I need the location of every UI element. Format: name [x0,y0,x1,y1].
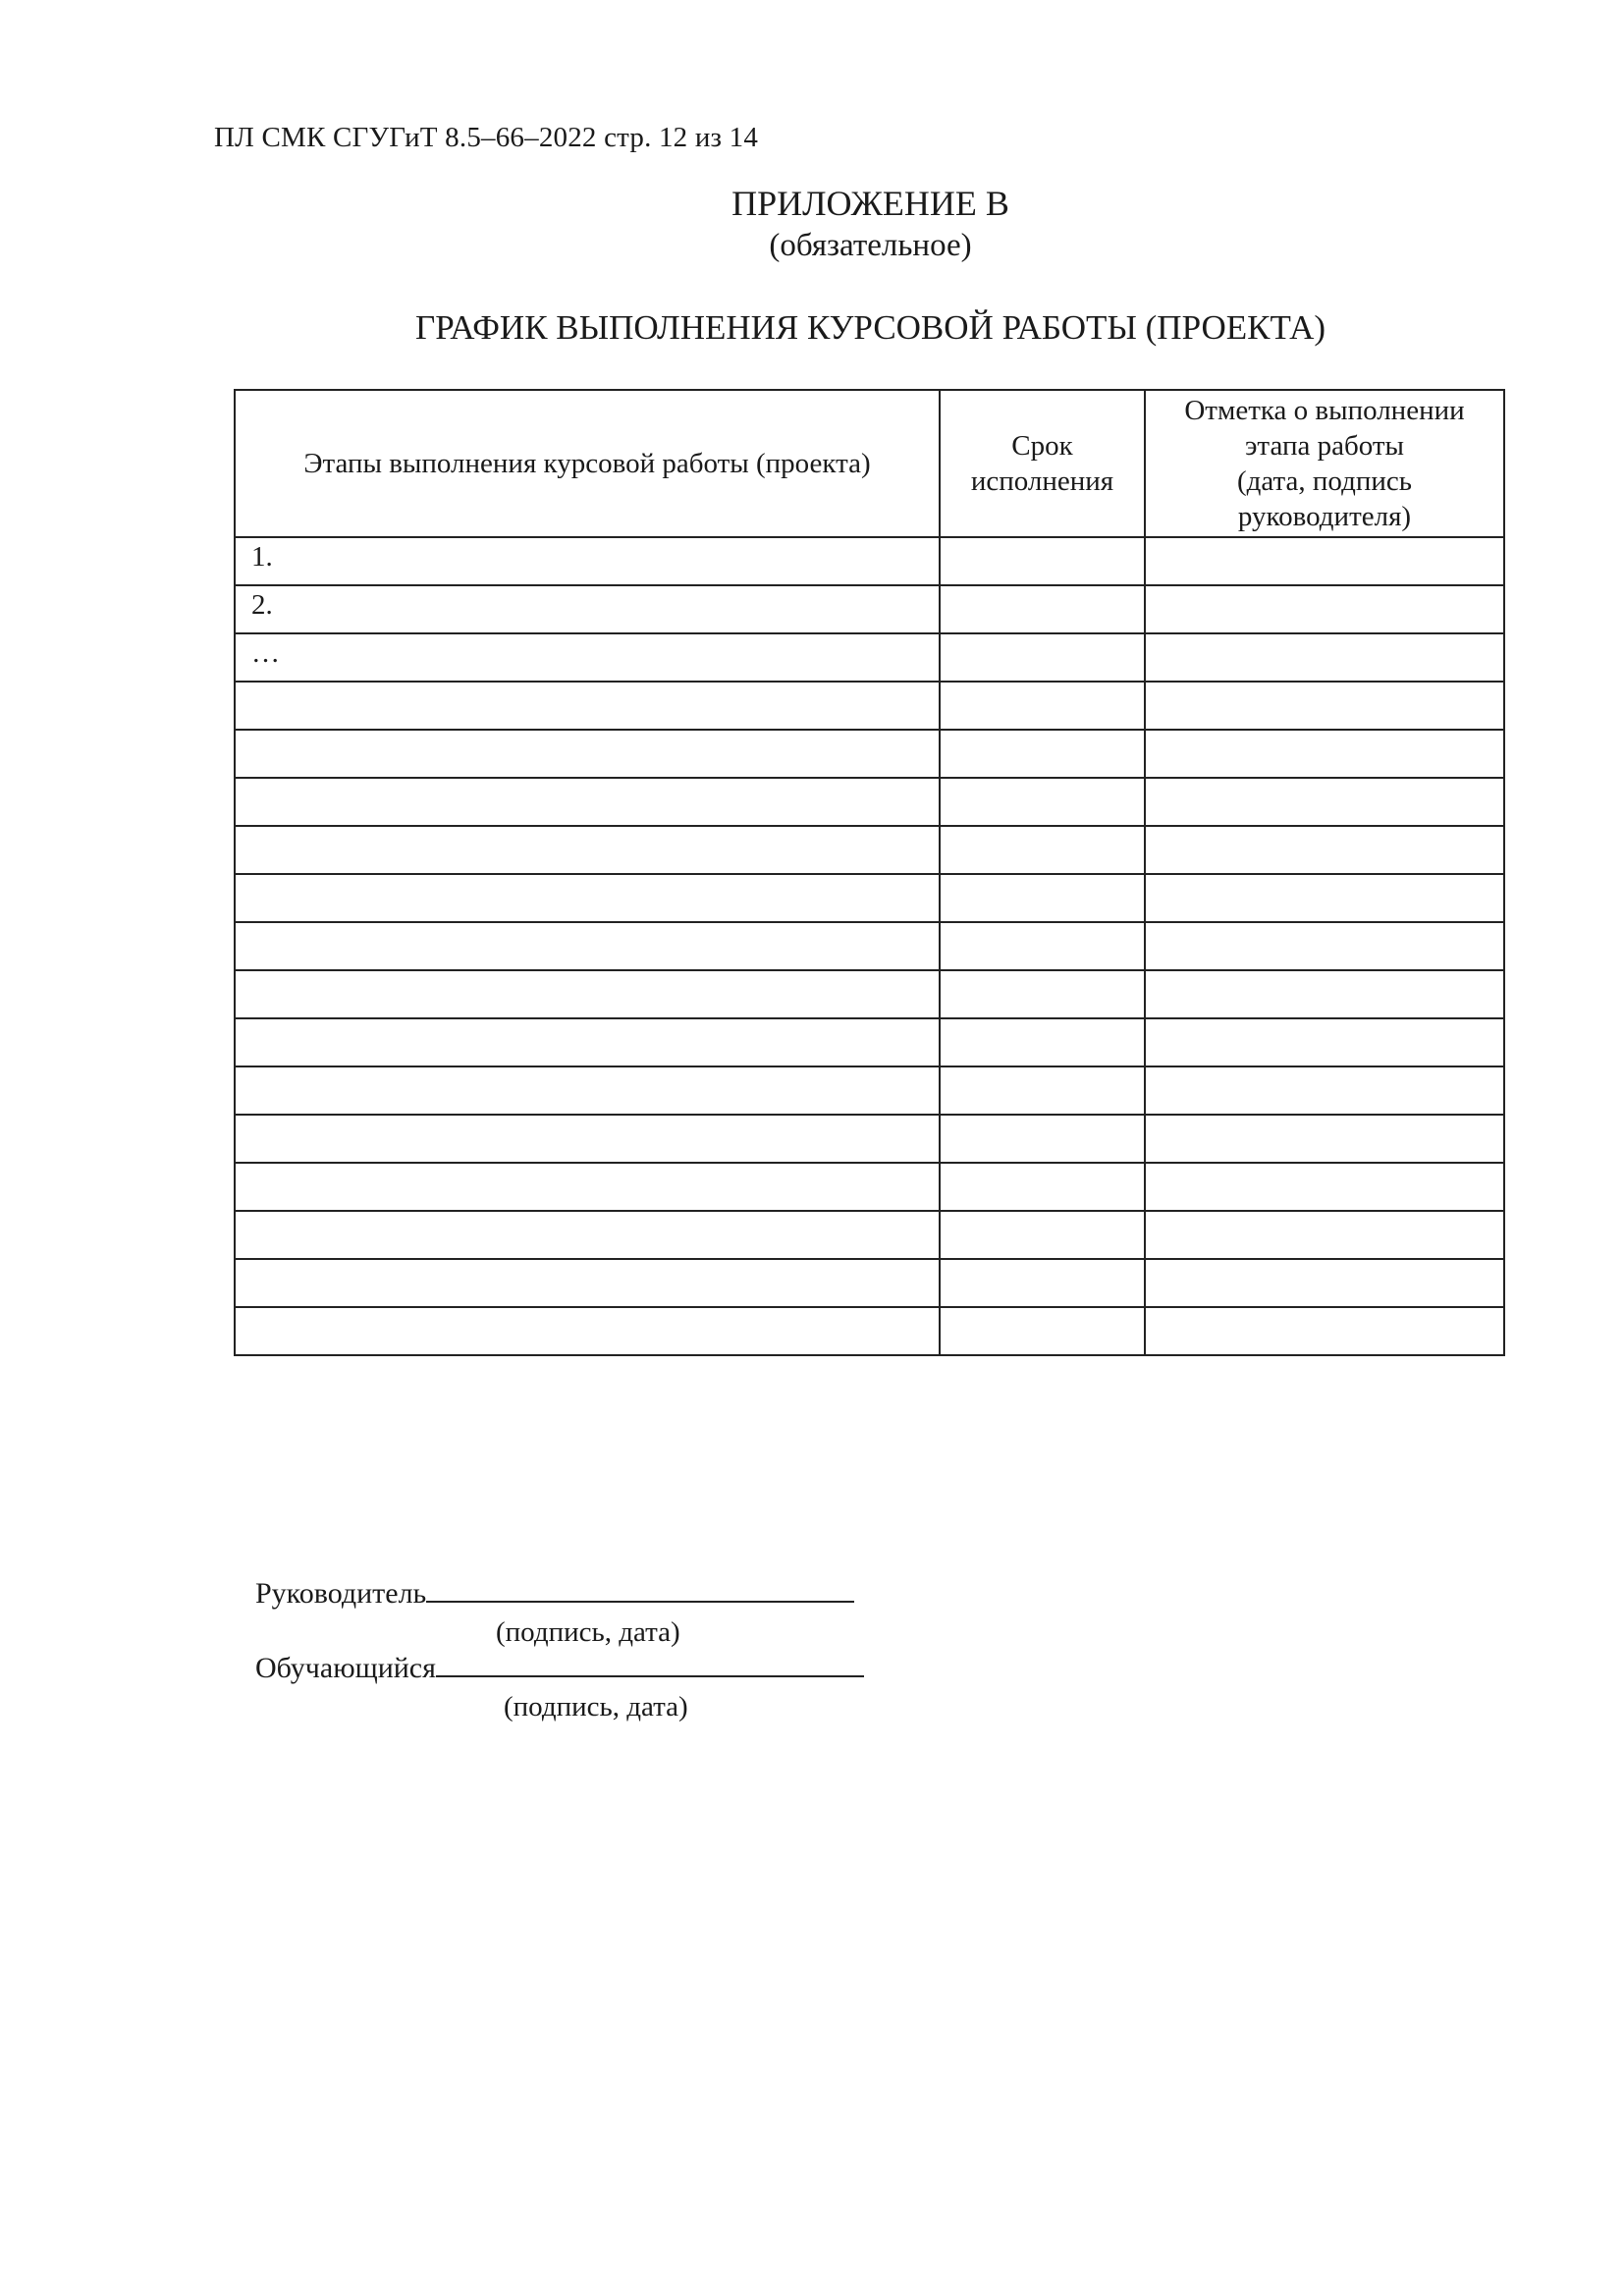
appendix-title: ПРИЛОЖЕНИЕ В [731,184,1009,223]
stage-cell[interactable] [235,1066,940,1115]
deadline-cell[interactable] [940,682,1145,730]
header-deadline-line1: Срок [1011,430,1073,462]
completion-mark-cell[interactable] [1145,585,1504,633]
table-row [235,682,1504,730]
stage-cell[interactable]: … [235,633,940,682]
student-signature-line[interactable] [436,1646,864,1677]
completion-mark-cell[interactable] [1145,778,1504,826]
deadline-cell[interactable] [940,970,1145,1018]
schedule-table [234,389,1505,1356]
stage-cell[interactable] [235,1307,940,1355]
stage-cell[interactable] [235,1018,940,1066]
stage-cell[interactable] [235,874,940,922]
table-header-row [235,390,1504,537]
deadline-cell[interactable] [940,1163,1145,1211]
completion-mark-cell[interactable] [1145,537,1504,585]
supervisor-label: Руководитель [255,1577,427,1610]
completion-mark-cell[interactable] [1145,633,1504,682]
deadline-cell[interactable] [940,1211,1145,1259]
completion-mark-cell[interactable] [1145,1066,1504,1115]
table-row [235,730,1504,778]
table-row [235,922,1504,970]
completion-mark-cell[interactable] [1145,1307,1504,1355]
student-label: Обучающийся [255,1652,436,1684]
table-row [235,1211,1504,1259]
completion-mark-cell[interactable] [1145,1211,1504,1259]
appendix-subtitle: (обязательное) [769,228,972,263]
document-title: ГРАФИК ВЫПОЛНЕНИЯ КУРСОВОЙ РАБОТЫ (ПРОЕКТА) [414,308,1326,347]
stage-cell[interactable]: 1. [235,537,940,585]
stage-cell[interactable] [235,1259,940,1307]
stage-cell[interactable] [235,1163,940,1211]
table-row [235,1307,1504,1355]
deadline-cell[interactable] [940,537,1145,585]
deadline-cell[interactable] [940,922,1145,970]
header-mark-line3: (дата, подпись [1236,465,1412,497]
header-mark-line2: этапа работы [1244,430,1404,462]
table-row [235,1259,1504,1307]
header-deadline [940,390,1145,537]
header-stages [235,390,940,537]
header-mark-line1: Отметка о выполнении [1184,395,1465,426]
deadline-cell[interactable] [940,1066,1145,1115]
stage-cell[interactable] [235,1115,940,1163]
deadline-cell[interactable] [940,1018,1145,1066]
deadline-cell[interactable] [940,778,1145,826]
stage-cell[interactable] [235,826,940,874]
table-row [235,537,1504,585]
stage-cell[interactable] [235,1211,940,1259]
document-reference: ПЛ СМК СГУГиТ 8.5–66–2022 стр. 12 из 14 [214,122,759,153]
table-row [235,778,1504,826]
header-completion-mark [1145,390,1504,537]
stage-cell[interactable]: 2. [235,585,940,633]
deadline-cell[interactable] [940,730,1145,778]
stage-cell[interactable] [235,778,940,826]
completion-mark-cell[interactable] [1145,826,1504,874]
deadline-cell[interactable] [940,1115,1145,1163]
completion-mark-cell[interactable] [1145,682,1504,730]
completion-mark-cell[interactable] [1145,922,1504,970]
stage-cell[interactable] [235,730,940,778]
completion-mark-cell[interactable] [1145,1163,1504,1211]
table-body [235,537,1504,1355]
supervisor-caption: (подпись, дата) [496,1616,680,1648]
table-row [235,1018,1504,1066]
table-row [235,826,1504,874]
stage-cell[interactable] [235,970,940,1018]
stage-cell[interactable] [235,922,940,970]
table-row [235,874,1504,922]
deadline-cell[interactable] [940,874,1145,922]
completion-mark-cell[interactable] [1145,1259,1504,1307]
completion-mark-cell[interactable] [1145,874,1504,922]
table-row [235,633,1504,682]
table-row [235,1163,1504,1211]
deadline-cell[interactable] [940,1307,1145,1355]
stage-cell[interactable] [235,682,940,730]
deadline-cell[interactable] [940,585,1145,633]
student-caption: (подпись, дата) [504,1691,688,1722]
deadline-cell[interactable] [940,826,1145,874]
deadline-cell[interactable] [940,1259,1145,1307]
table-row [235,585,1504,633]
completion-mark-cell[interactable] [1145,1018,1504,1066]
header-mark-line4: руководителя) [1237,501,1412,532]
completion-mark-cell[interactable] [1145,1115,1504,1163]
header-deadline-line2: исполнения [970,465,1114,497]
table-row [235,1066,1504,1115]
table-row [235,1115,1504,1163]
deadline-cell[interactable] [940,633,1145,682]
student-signature [255,1646,864,1685]
completion-mark-cell[interactable] [1145,730,1504,778]
header-stages-label: Этапы выполнения курсовой работы (проекта) [303,448,871,479]
completion-mark-cell[interactable] [1145,970,1504,1018]
supervisor-signature-line[interactable] [426,1571,854,1603]
table-row [235,970,1504,1018]
supervisor-signature [255,1571,854,1611]
